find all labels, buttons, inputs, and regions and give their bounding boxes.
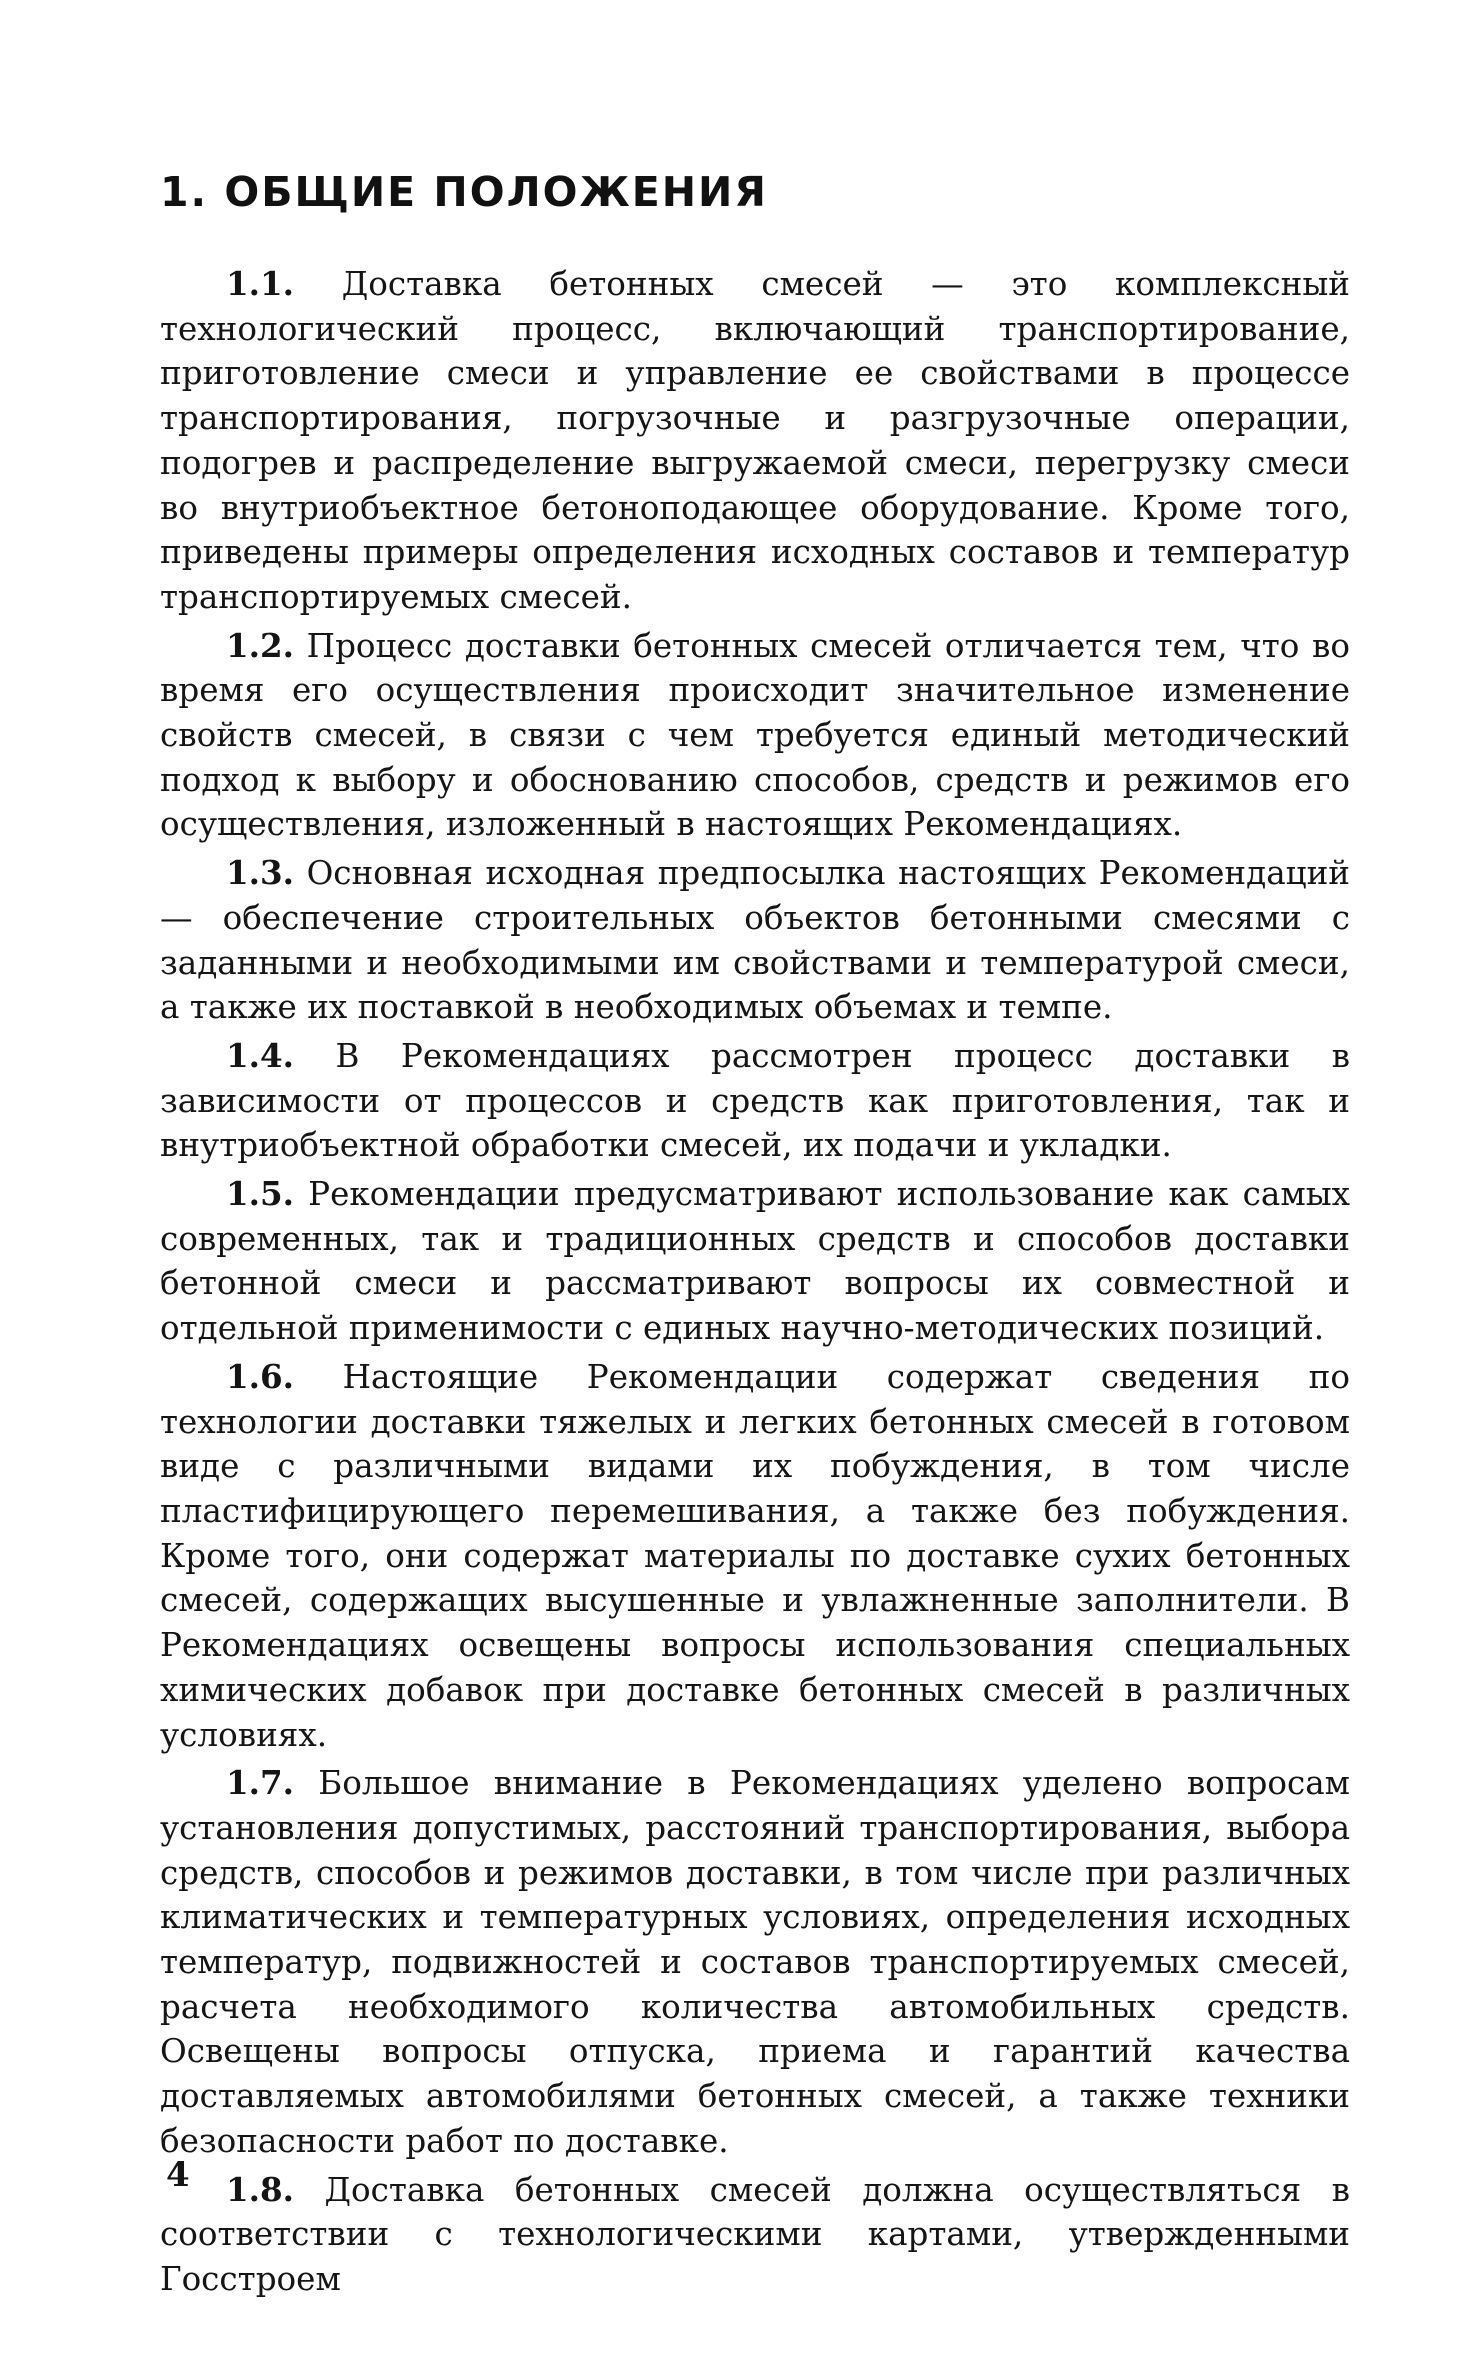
paragraph-text: В Рекомендациях рассмотрен процесс доставки в зависимости от процессов и средств как приготовления, так и внутриобъектной обработки смесей, их подачи и укладки.: [160, 1036, 1350, 1165]
paragraph-text: Основная исходная предпосылка настоящих Рекомендаций — обеспечение строительных объектов бетонными смесями с заданными и необходимыми им свойствами и температурой смеси, а также их поставкой в необходимых объемах и темпе.: [160, 854, 1350, 1027]
paragraph-1-8: [160, 2168, 1350, 2302]
paragraph-number: 1.7.: [226, 1763, 295, 1803]
paragraph-text: Рекомендации предусматривают использование как самых современных, так и традиционных средств и способов доставки бетонной смеси и рассматривают вопросы их совместной и отдельной применимости с единых научно-методических позиций.: [160, 1175, 1350, 1348]
paragraph-text: Настоящие Рекомендации содержат сведения по технологии доставки тяжелых и легких бетонных смесей в готовом виде с различными видами их побуждения, в том числе пластифицирующего перемешивания, а также без побуждения. Кроме того, они содержат материалы по доставке сухих бетонных смесей, содержащих высушенные и увлажненные заполнители. В Рекомендациях освещены вопросы использования специальных химических добавок при доставке бетонных смесей в различных условиях.: [160, 1357, 1350, 1754]
paragraph-number: 1.8.: [226, 2169, 295, 2209]
section-heading: 1. ОБЩИЕ ПОЛОЖЕНИЯ: [160, 168, 768, 216]
paragraph-1-1: [160, 262, 1350, 620]
paragraph-1-4: [160, 1034, 1350, 1168]
paragraph-number: 1.3.: [226, 853, 295, 893]
paragraph-1-6: [160, 1355, 1350, 1757]
paragraph-text: Доставка бетонных смесей — это комплексный технологический процесс, включающий транспортирование, приготовление смеси и управление ее свойствами в процессе транспортирования, погрузочные и разгрузочные операции, подогрев и распределение выгружаемой смеси, перегрузку смеси во внутриобъектное бетоноподающее оборудование. Кроме того, приведены примеры определения исходных составов и температур транспортируемых смесей.: [160, 265, 1350, 616]
paragraph-text: Большое внимание в Рекомендациях уделено вопросам установления допустимых, расстояний транспортирования, выбора средств, способов и режимов доставки, в том числе при различных климатических и температурных условиях, определения исходных температур, подвижностей и составов транспортируемых смесей, расчета необходимого количества автомобильных средств. Освещены вопросы отпуска, приема и гарантий качества доставляемых автомобилями бетонных смесей, а также техники безопасности работ по доставке.: [160, 1764, 1350, 2160]
paragraph-1-2: [160, 624, 1350, 848]
paragraph-text: Доставка бетонных смесей должна осуществляться в соответствии с технологическими картами, утвержденными Госстроем: [160, 2170, 1350, 2298]
paragraph-number: 1.1.: [226, 264, 295, 303]
paragraph-number: 1.5.: [226, 1174, 295, 1214]
paragraph-text: Процесс доставки бетонных смесей отличается тем, что во время его осуществления происходит значительное изменение свойств смесей, в связи с чем требуется единый методический подход к выбору и обоснованию способов, средств и режимов его осуществления, изложенный в настоящих Рекомендациях.: [160, 626, 1350, 844]
paragraph-number: 1.6.: [226, 1356, 295, 1396]
paragraph-number: 1.2.: [226, 625, 295, 665]
paragraph-1-5: [160, 1172, 1350, 1351]
paragraph-1-3: [160, 851, 1350, 1030]
page-number: 4: [166, 2155, 190, 2195]
paragraph-number: 1.4.: [226, 1035, 295, 1075]
paragraph-1-7: [160, 1761, 1350, 2163]
section-body: [160, 262, 1350, 2306]
